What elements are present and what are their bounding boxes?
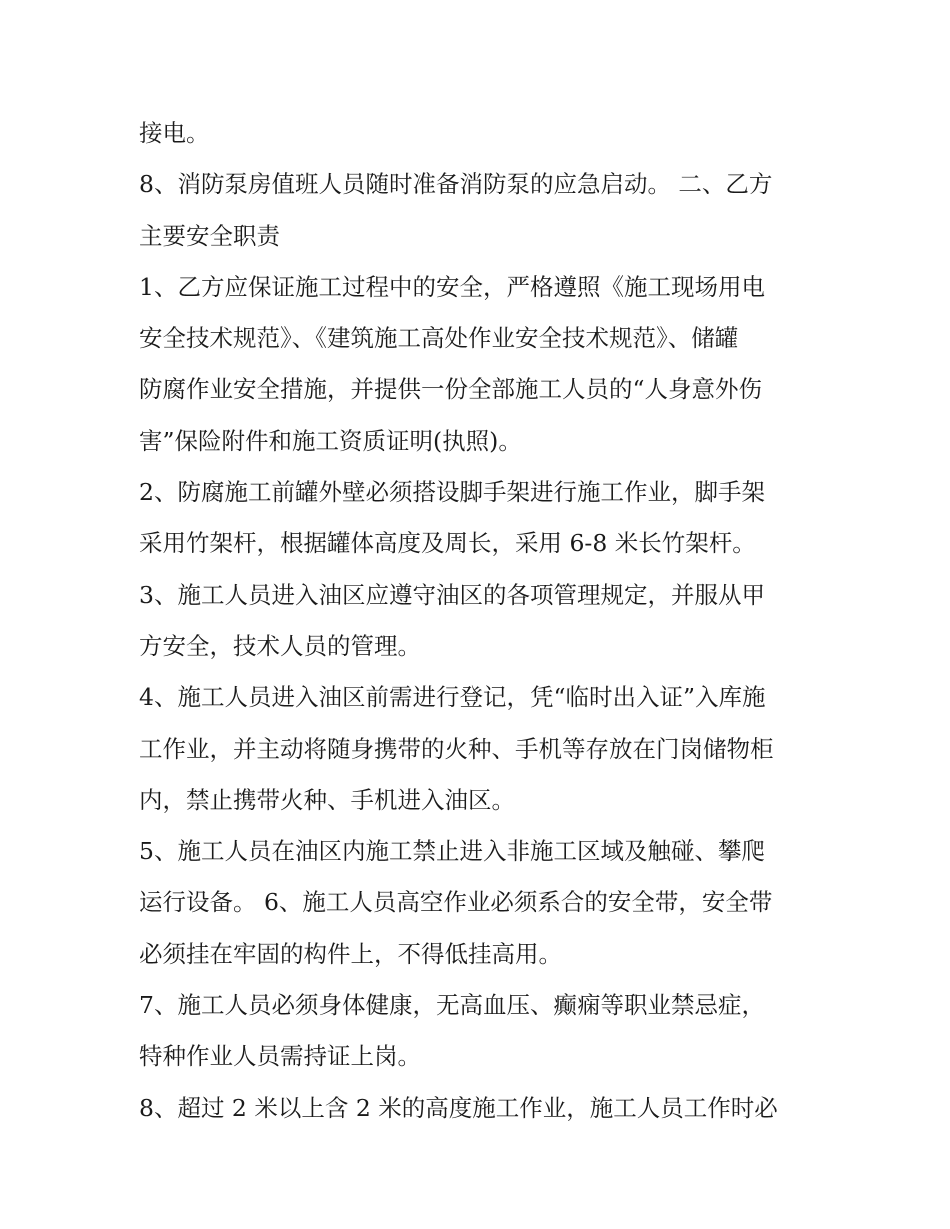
text-line: 工作业，并主动将随身携带的火种、手机等存放在门岗储物柜: [139, 734, 774, 763]
text-line: 1、乙方应保证施工过程中的安全，严格遵照《施工现场用电: [139, 272, 765, 301]
text-line: 安全技术规范》、《建筑施工高处作业安全技术规范》、储罐: [139, 324, 739, 353]
text-line: 7、施工人员必须身体健康，无高血压、癫痫等职业禁忌症，: [139, 991, 765, 1020]
text-line: 5、施工人员在油区内施工禁止进入非施工区域及触碰、攀爬: [139, 837, 765, 866]
text-line: 4、施工人员进入油区前需进行登记，凭“临时出入证”入库施: [139, 683, 766, 712]
text-line: 主要安全职责: [139, 221, 280, 250]
text-line: 特种作业人员需持证上岗。: [139, 1042, 421, 1071]
text-line: 接电。: [139, 119, 210, 147]
document-body: [139, 108, 819, 1134]
text-line: 方安全，技术人员的管理。: [139, 631, 421, 660]
text-line: 8、超过 2 米以上含 2 米的高度施工作业，施工人员工作时必: [139, 1093, 778, 1122]
text-line: 害”保险附件和施工资质证明(执照)。: [139, 426, 522, 455]
text-line: 2、防腐施工前罐外壁必须搭设脚手架进行施工作业，脚手架: [139, 478, 765, 507]
text-line: 采用竹架杆，根据罐体高度及周长，采用 6-8 米长竹架杆。: [139, 529, 756, 558]
text-line: 防腐作业安全措施，并提供一份全部施工人员的“人身意外伤: [139, 375, 763, 404]
text-line: 运行设备。 6、施工人员高空作业必须系合的安全带，安全带: [139, 888, 773, 917]
text-line: 必须挂在牢固的构件上，不得低挂高用。: [139, 939, 562, 968]
text-line: 3、施工人员进入油区应遵守油区的各项管理规定，并服从甲: [139, 580, 765, 609]
text-line: 8、消防泵房值班人员随时准备消防泵的应急启动。 二、乙方: [139, 170, 773, 199]
text-line: 内，禁止携带火种、手机进入油区。: [139, 785, 515, 814]
